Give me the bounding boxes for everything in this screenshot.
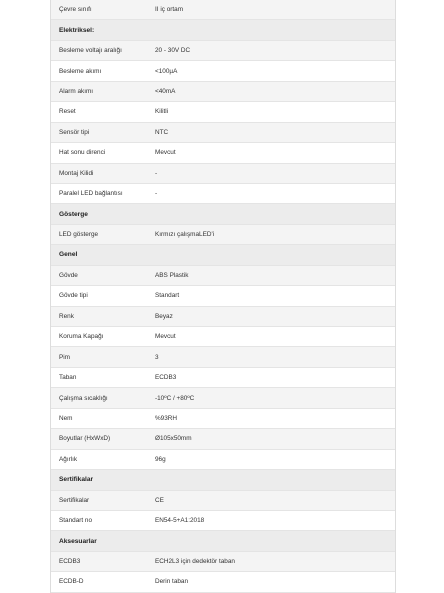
spec-row xyxy=(51,511,395,531)
spec-row xyxy=(51,388,395,408)
spec-label: Çalışma sıcaklığı xyxy=(59,394,108,402)
spec-label: Taban xyxy=(59,374,77,382)
spec-value: 96g xyxy=(155,455,166,463)
spec-row xyxy=(51,184,395,204)
spec-value: ECH2L3 için dedektör taban xyxy=(155,558,235,566)
spec-row xyxy=(51,164,395,184)
spec-label: Nem xyxy=(59,414,73,422)
spec-label: Koruma Kapağı xyxy=(59,333,104,341)
spec-row xyxy=(51,123,395,143)
section-title: Genel xyxy=(59,251,78,259)
spec-label: Besleme akımı xyxy=(59,67,102,75)
spec-row xyxy=(51,409,395,429)
section-title: Elektriksel: xyxy=(59,26,95,34)
spec-value: EN54-5+A1:2018 xyxy=(155,517,205,525)
spec-value: <40mA xyxy=(155,87,176,95)
spec-value: Kırmızı çalışmaLED'i xyxy=(155,231,215,239)
spec-value: Mevcut xyxy=(155,333,176,341)
spec-value: II iç ortam xyxy=(155,6,184,14)
section-title: Gösterge xyxy=(59,210,88,218)
spec-label: Alarm akımı xyxy=(59,87,94,95)
spec-label: Hat sonu direnci xyxy=(59,149,106,157)
spec-row xyxy=(51,572,395,592)
spec-row xyxy=(51,102,395,122)
spec-value: ABS Plastik xyxy=(155,271,189,279)
spec-row xyxy=(51,41,395,61)
spec-row xyxy=(51,429,395,449)
spec-label: Sertifikalar xyxy=(59,496,90,504)
spec-value: -10ºC / +80ºC xyxy=(155,394,195,402)
spec-row xyxy=(51,450,395,470)
spec-row xyxy=(51,491,395,511)
spec-row xyxy=(51,307,395,327)
spec-row xyxy=(51,61,395,81)
spec-label: Reset xyxy=(59,108,76,116)
spec-row xyxy=(51,286,395,306)
spec-label: Montaj Kilidi xyxy=(59,169,94,177)
spec-row xyxy=(51,552,395,572)
spec-row xyxy=(51,266,395,286)
spec-row xyxy=(51,368,395,388)
spec-value: Beyaz xyxy=(155,312,173,320)
section-title: Aksesuarlar xyxy=(59,537,97,545)
spec-label: ECDB-D xyxy=(59,578,84,586)
spec-label: Gövde xyxy=(59,271,78,279)
section-header xyxy=(51,245,395,265)
section-header xyxy=(51,20,395,40)
spec-row xyxy=(51,82,395,102)
spec-value: - xyxy=(155,190,158,198)
spec-label: LED gösterge xyxy=(59,231,99,239)
spec-row xyxy=(51,225,395,245)
section-title: Sertifikalar xyxy=(59,476,94,484)
spec-value: Standart xyxy=(155,292,180,300)
spec-row xyxy=(51,143,395,163)
spec-value: - xyxy=(155,169,158,177)
section-header xyxy=(51,204,395,224)
spec-label: Ağırlık xyxy=(59,455,78,463)
section-header xyxy=(51,470,395,490)
spec-label: Gövde tipi xyxy=(59,292,88,300)
spec-value: 20 - 30V DC xyxy=(155,47,191,55)
section-header xyxy=(51,531,395,551)
spec-value: CE xyxy=(155,496,164,504)
spec-value: <100µA xyxy=(155,67,178,75)
spec-value: Ø105x50mm xyxy=(155,435,192,443)
spec-row xyxy=(51,0,395,20)
spec-value: Kilitli xyxy=(155,108,169,116)
spec-value: %93RH xyxy=(155,414,178,422)
spec-label: Sensör tipi xyxy=(59,128,90,136)
spec-value: Mevcut xyxy=(155,149,176,157)
spec-label: Standart no xyxy=(59,517,93,525)
spec-label: Pim xyxy=(59,353,71,361)
spec-value: Derin taban xyxy=(155,578,189,586)
spec-label: Besleme voltajı aralığı xyxy=(59,47,122,55)
spec-table xyxy=(50,0,396,593)
spec-label: ECDB3 xyxy=(59,558,81,566)
spec-row xyxy=(51,347,395,367)
spec-label: Boyutlar (HxWxD) xyxy=(59,435,111,443)
spec-value: NTC xyxy=(155,128,169,136)
spec-value: 3 xyxy=(155,353,159,361)
spec-row xyxy=(51,327,395,347)
spec-label: Renk xyxy=(59,312,74,320)
spec-label: Çevre sınıfı xyxy=(59,6,92,14)
spec-label: Paralel LED bağlantısı xyxy=(59,190,123,198)
spec-value: ECDB3 xyxy=(155,374,177,382)
